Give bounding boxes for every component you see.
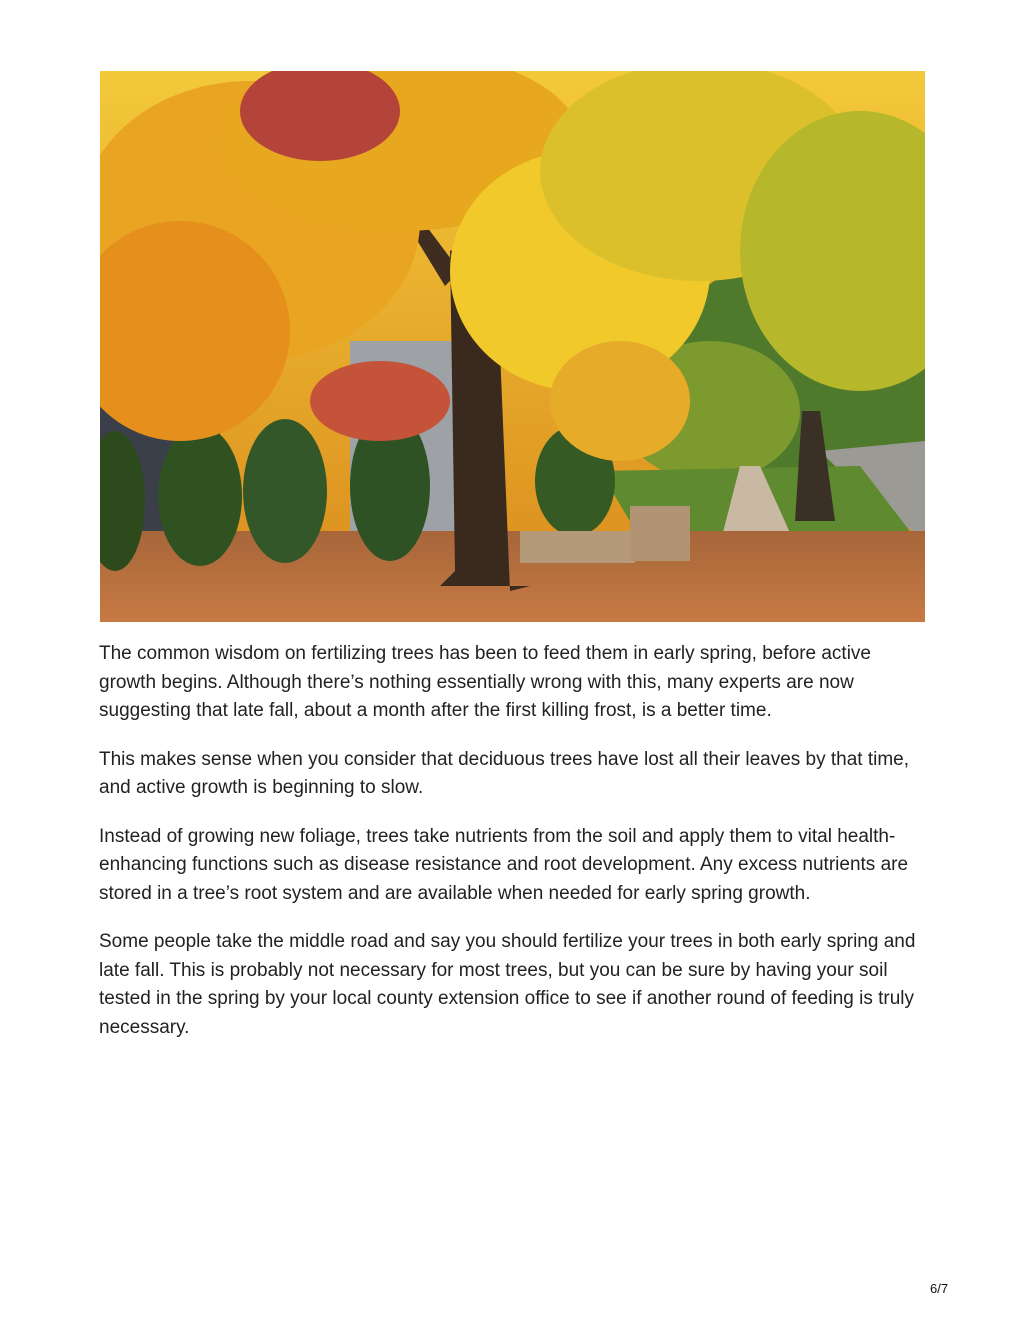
paragraph-3: Instead of growing new foliage, trees take nutrients from the soil and apply them to vital health-enhancing functions such as disease resistance and root development. Any excess nutrients are stored in a tree’s root system and are available when needed for early spring growth. [99, 825, 909, 904]
article-body [99, 640, 929, 1062]
autumn-tree-illustration [100, 71, 925, 622]
paragraph-2: This makes sense when you consider that deciduous trees have lost all their leaves by that time, and active growth is beginning to slow. [99, 748, 910, 798]
paragraph-1: The common wisdom on fertilizing trees has been to feed them in early spring, before active growth begins. Although there’s nothing essentially wrong with this, many experts are now suggesting that late fall, about a month after the first killing frost, is a better time. [99, 643, 871, 721]
autumn-tree-photo [100, 71, 925, 622]
paragraph-4: Some people take the middle road and say you should fertilize your trees in both early spring and late fall. This is probably not necessary for most trees, but you can be sure by having your soil tested in the spring by your local county extension office to see if another round of feeding is truly necessary. [99, 931, 916, 1038]
page-number: 6/7 [930, 1281, 949, 1296]
